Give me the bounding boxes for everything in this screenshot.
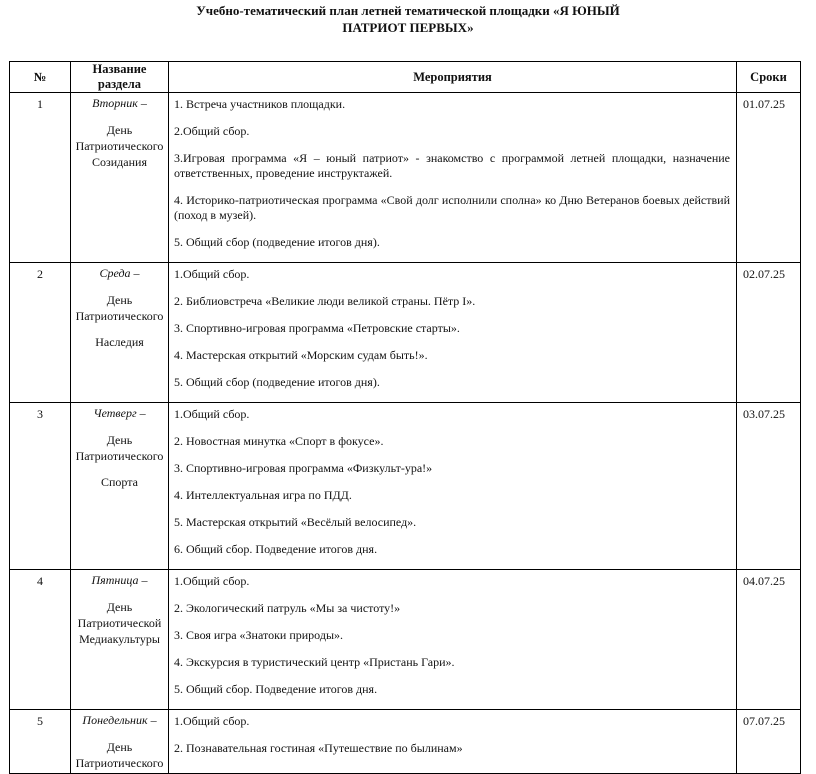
day-of-week: Четверг –: [93, 406, 146, 420]
section-name: День Патриотического: [75, 433, 164, 463]
day-of-week: Пятница –: [91, 573, 148, 587]
section-name-cell: [71, 570, 169, 710]
event-item: 5. Общий сбор. Подведение итогов дня.: [174, 682, 378, 696]
section-name-cell: [71, 93, 169, 263]
section-name-cell: [71, 710, 169, 774]
date-cell: 01.07.25: [737, 93, 801, 263]
title-line-1: Учебно-тематический план летней тематической площадки «Я ЮНЫЙ: [196, 3, 620, 18]
event-item: 2. Экологический патруль «Мы за чистоту!»: [174, 601, 401, 615]
event-item: 5. Мастерская открытий «Весёлый велосипед».: [174, 515, 417, 529]
row-number: 4: [10, 570, 71, 710]
header-section: Название раздела: [71, 62, 169, 93]
event-item: 2. Библиовстреча «Великие люди великой страны. Пётр I».: [174, 294, 476, 308]
event-item: 4. Интеллектуальная игра по ПДД.: [174, 488, 352, 502]
table-header-row: [10, 62, 801, 93]
section-name: День Патриотического: [75, 740, 164, 770]
event-item: 4. Экскурсия в туристический центр «Пристань Гари».: [174, 655, 455, 669]
title-line-2: ПАТРИОТ ПЕРВЫХ»: [342, 20, 474, 35]
day-of-week: Вторник –: [92, 96, 147, 110]
table-row: [10, 710, 801, 774]
events-cell: [169, 93, 737, 263]
header-events: Мероприятия: [169, 62, 737, 93]
section-name: Спорта: [101, 475, 138, 489]
section-name-cell: [71, 403, 169, 570]
events-cell: [169, 263, 737, 403]
event-item: 1.Общий сбор.: [174, 407, 250, 421]
date-cell: 07.07.25: [737, 710, 801, 774]
day-of-week: Понедельник –: [82, 713, 157, 727]
table-row: [10, 403, 801, 570]
event-item: 1.Общий сбор.: [174, 574, 250, 588]
section-name: Наследия: [95, 335, 144, 349]
event-item: 2. Новостная минутка «Спорт в фокусе».: [174, 434, 384, 448]
section-name: День Патриотического Созидания: [75, 123, 164, 169]
plan-table: [9, 61, 801, 774]
row-number: 1: [10, 93, 71, 263]
events-cell: [169, 403, 737, 570]
events-cell: [169, 570, 737, 710]
event-item: 6. Общий сбор. Подведение итогов дня.: [174, 542, 378, 556]
event-item: 3. Своя игра «Знатоки природы».: [174, 628, 344, 642]
row-number: 5: [10, 710, 71, 774]
row-number: 3: [10, 403, 71, 570]
event-item: 5. Общий сбор (подведение итогов дня).: [174, 235, 380, 249]
event-item: 4. Мастерская открытий «Морским судам быть!».: [174, 348, 428, 362]
section-name: День Патриотической Медиакультуры: [77, 600, 162, 646]
event-item: 2.Общий сбор.: [174, 124, 250, 138]
table-row: [10, 570, 801, 710]
event-item: 3. Спортивно-игровая программа «Петровские старты».: [174, 321, 460, 335]
row-number: 2: [10, 263, 71, 403]
table-row: [10, 263, 801, 403]
date-cell: 04.07.25: [737, 570, 801, 710]
event-item: 5. Общий сбор (подведение итогов дня).: [174, 375, 380, 389]
section-name-cell: [71, 263, 169, 403]
section-name: День Патриотического: [75, 293, 164, 323]
event-item: 1.Общий сбор.: [174, 714, 250, 728]
table-row: [10, 93, 801, 263]
event-item: 4. Историко-патриотическая программа «Свой долг исполнили сполна» ко Дню Ветеранов боевых действий (поход в музей).: [174, 193, 730, 222]
document-title: [0, 2, 816, 36]
date-cell: 03.07.25: [737, 403, 801, 570]
event-item: 2. Познавательная гостиная «Путешествие по былинам»: [174, 741, 463, 755]
day-of-week: Среда –: [99, 266, 140, 280]
header-num: №: [10, 62, 71, 93]
event-item: 3. Спортивно-игровая программа «Физкульт-ура!»: [174, 461, 433, 475]
date-cell: 02.07.25: [737, 263, 801, 403]
header-dates: Сроки: [737, 62, 801, 93]
event-item: 1. Встреча участников площадки.: [174, 97, 346, 111]
event-item: 3.Игровая программа «Я – юный патриот» - знакомство с программой летней площадки, назначение ответственных, проведение инструктажей.: [174, 151, 730, 180]
events-cell: [169, 710, 737, 774]
event-item: 1.Общий сбор.: [174, 267, 250, 281]
